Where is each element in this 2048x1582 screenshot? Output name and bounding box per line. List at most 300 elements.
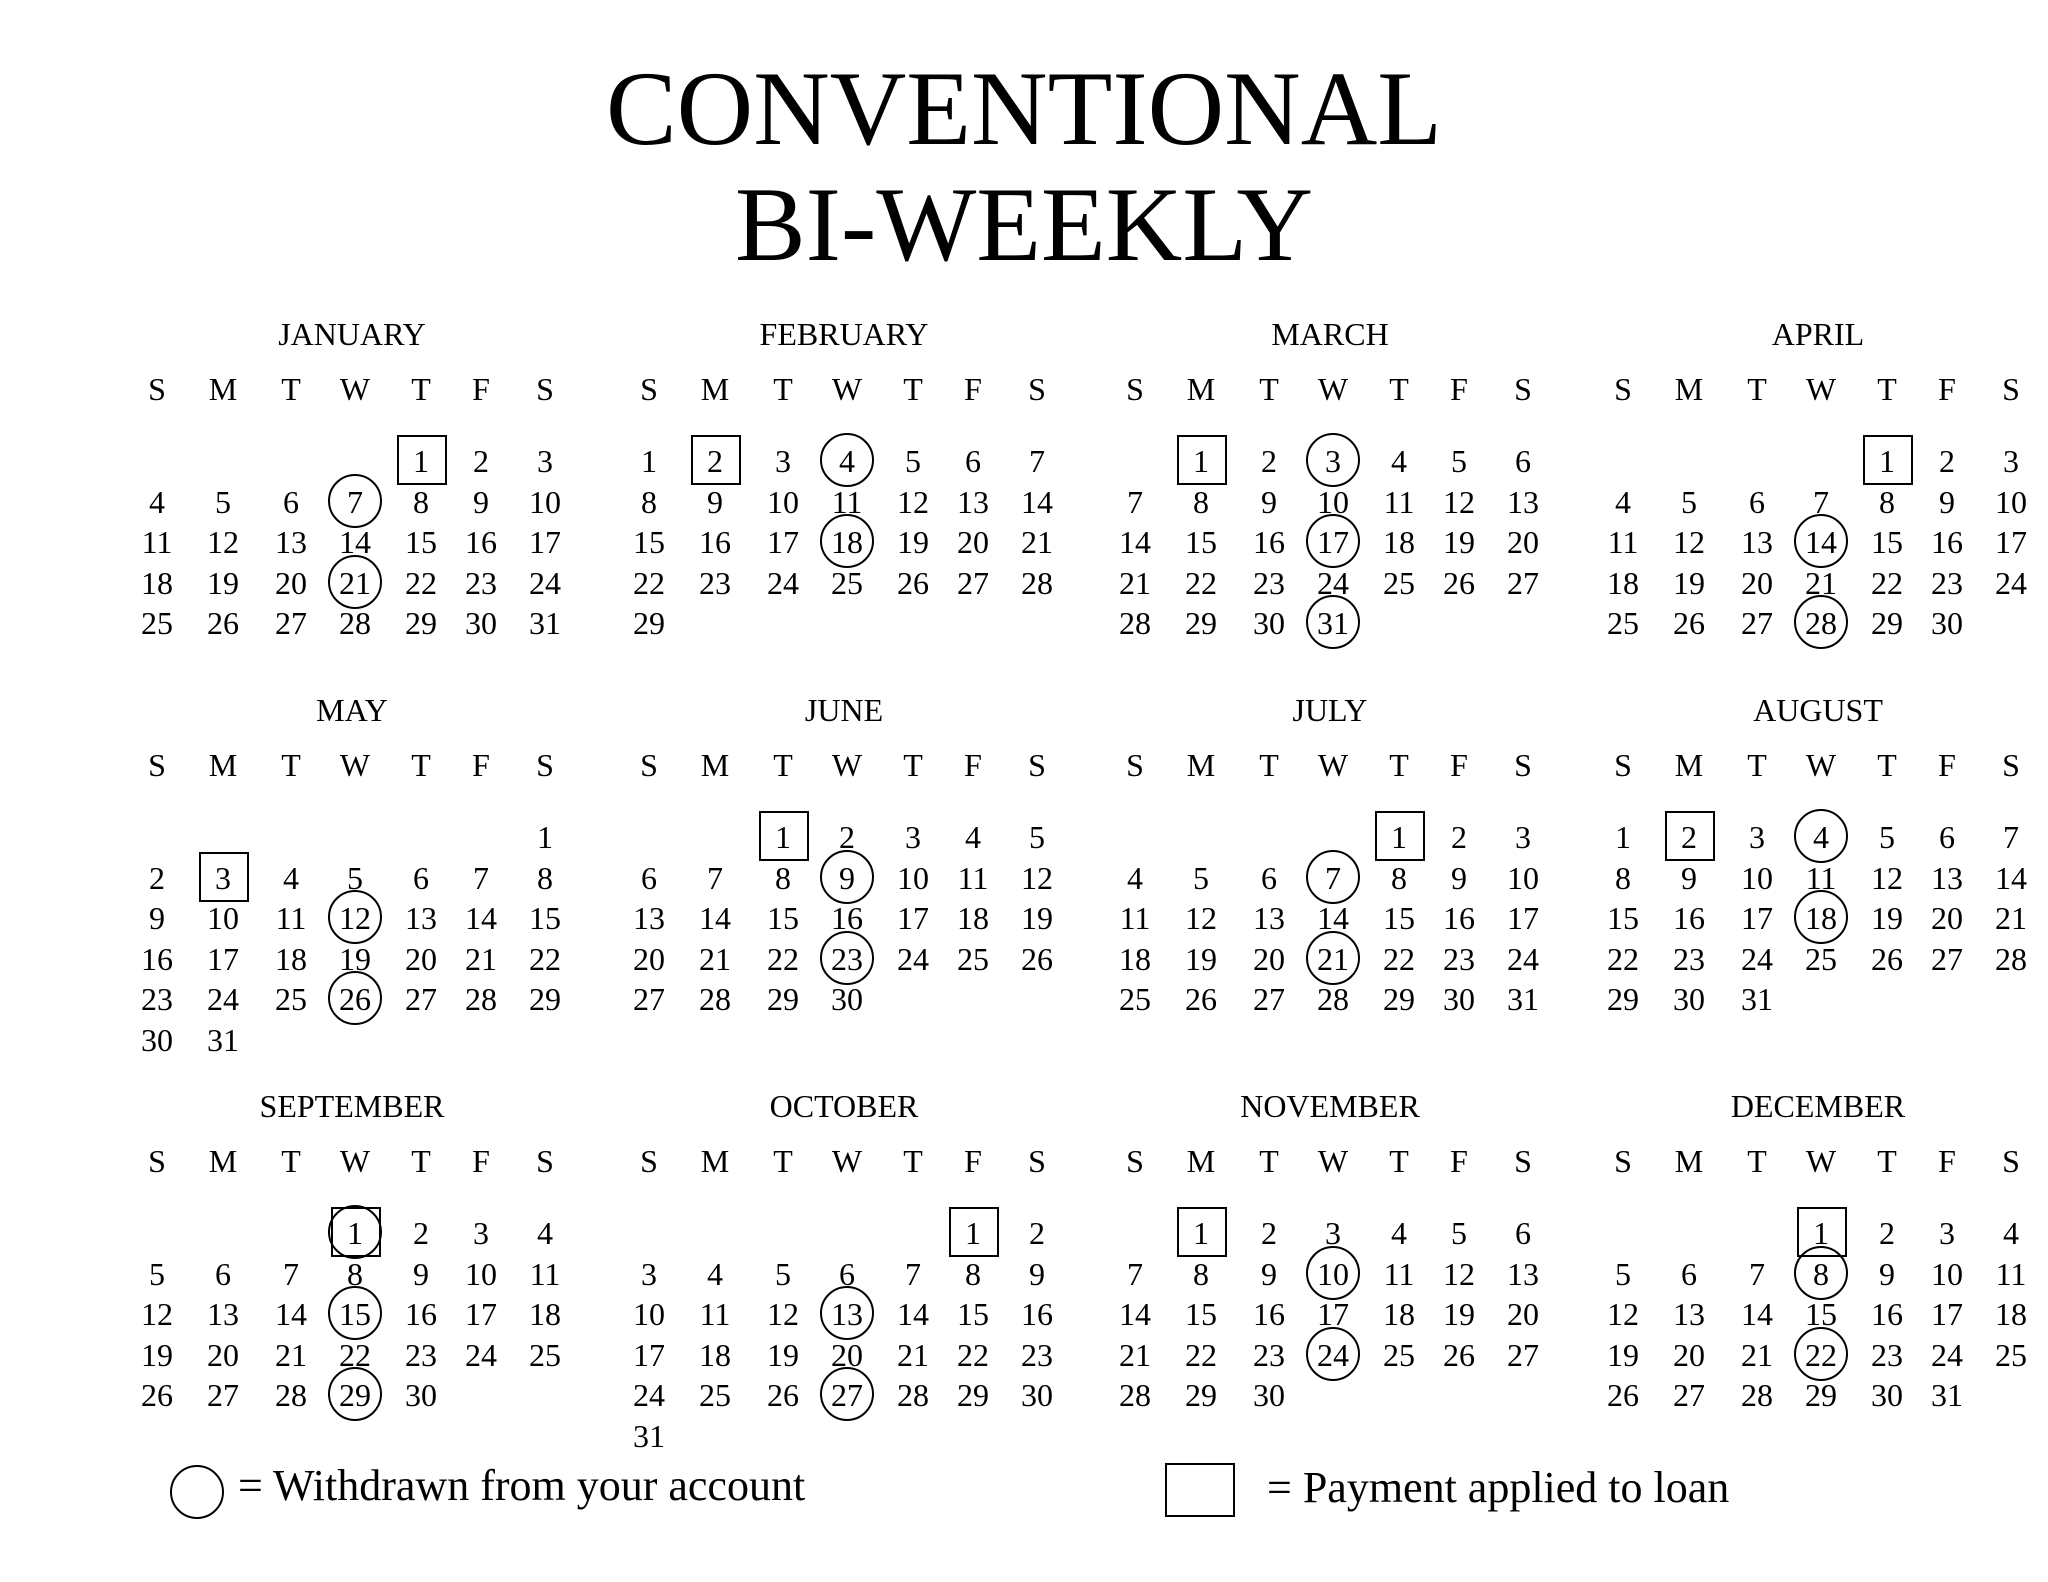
calendar-day: 16 bbox=[699, 524, 731, 560]
calendar-day: 19 bbox=[767, 1336, 799, 1373]
calendar-day: 28 bbox=[465, 981, 497, 1017]
calendar-day: 24 bbox=[529, 564, 561, 601]
weekday-header: S bbox=[1028, 1143, 1046, 1179]
calendar-day: 28 bbox=[897, 1377, 929, 1413]
calendar-day: 15 bbox=[1185, 1296, 1217, 1332]
calendar-day: 17 bbox=[1317, 1296, 1349, 1332]
weekday-header: W bbox=[1317, 747, 1349, 783]
calendar-day: 5 bbox=[149, 1255, 165, 1292]
calendar-day: 28 bbox=[1021, 564, 1053, 601]
calendar-day: 26 bbox=[1673, 605, 1705, 641]
calendar-day: 9 bbox=[413, 1255, 429, 1292]
calendar-day: 28 bbox=[1317, 981, 1349, 1017]
calendar-day: 29 bbox=[405, 605, 437, 641]
calendar-day: 18 bbox=[1805, 900, 1837, 936]
calendar-day: 23 bbox=[465, 564, 497, 601]
calendar-day: 12 bbox=[1185, 900, 1217, 936]
month-name: FEBRUARY bbox=[759, 316, 929, 352]
calendar-day: 2 bbox=[707, 443, 723, 479]
weekday-header: T bbox=[773, 1143, 793, 1179]
calendar-day: 27 bbox=[1507, 1336, 1539, 1373]
calendar-day: 27 bbox=[1253, 981, 1285, 1017]
calendar-day: 30 bbox=[1871, 1377, 1903, 1413]
calendar-day: 22 bbox=[1185, 1336, 1217, 1373]
calendar-day: 24 bbox=[1317, 1336, 1349, 1373]
weekday-header: T bbox=[1259, 371, 1279, 407]
calendar-day: 12 bbox=[1607, 1296, 1639, 1332]
calendar-day: 30 bbox=[465, 605, 497, 641]
calendar-day: 20 bbox=[207, 1336, 239, 1373]
calendar-day: 14 bbox=[1119, 1296, 1151, 1332]
weekday-header: F bbox=[964, 747, 982, 783]
calendar-day: 2 bbox=[1681, 819, 1697, 855]
calendar-day: 9 bbox=[839, 859, 855, 896]
calendar-day: 21 bbox=[1995, 900, 2027, 936]
calendar-day: 30 bbox=[1443, 981, 1475, 1017]
weekday-header: W bbox=[831, 371, 863, 407]
page-title-line-1: CONVENTIONAL bbox=[605, 50, 1443, 167]
calendar-day: 26 bbox=[1021, 940, 1053, 977]
calendar-day: 30 bbox=[141, 1021, 173, 1058]
weekday-header: T bbox=[1389, 747, 1409, 783]
weekday-header: W bbox=[1317, 1143, 1349, 1179]
calendar-day: 12 bbox=[897, 483, 929, 520]
calendar-day: 16 bbox=[1443, 900, 1475, 936]
calendar-day: 4 bbox=[537, 1215, 553, 1251]
calendar-day: 20 bbox=[405, 940, 437, 977]
weekday-header: M bbox=[208, 371, 238, 407]
calendar-day: 17 bbox=[633, 1336, 665, 1373]
calendar-day: 29 bbox=[957, 1377, 989, 1413]
calendar-day: 1 bbox=[1193, 443, 1209, 479]
calendar-day: 30 bbox=[405, 1377, 437, 1413]
calendar-day: 23 bbox=[141, 981, 173, 1017]
calendar-day: 21 bbox=[1741, 1336, 1773, 1373]
calendar-day: 6 bbox=[215, 1255, 231, 1292]
calendar-day: 10 bbox=[207, 900, 239, 936]
calendar-day: 8 bbox=[1879, 483, 1895, 520]
calendar-day: 22 bbox=[1805, 1336, 1837, 1373]
weekday-header: T bbox=[903, 371, 923, 407]
calendar-day: 16 bbox=[1673, 900, 1705, 936]
calendar-day: 16 bbox=[1253, 1296, 1285, 1332]
weekday-header: F bbox=[1450, 1143, 1468, 1179]
calendar-day: 2 bbox=[1029, 1215, 1045, 1251]
weekday-header: T bbox=[1259, 1143, 1279, 1179]
weekday-header: T bbox=[281, 371, 301, 407]
calendar-day: 16 bbox=[1021, 1296, 1053, 1332]
weekday-header: S bbox=[2002, 747, 2020, 783]
calendar-day: 25 bbox=[1119, 981, 1151, 1017]
calendar-day: 7 bbox=[1325, 859, 1341, 896]
calendar-day: 18 bbox=[529, 1296, 561, 1332]
calendar-day: 25 bbox=[1383, 564, 1415, 601]
calendar-day: 13 bbox=[957, 483, 989, 520]
calendar-day: 11 bbox=[1995, 1255, 2027, 1292]
calendar-day: 21 bbox=[699, 940, 731, 977]
calendar-day: 9 bbox=[1261, 483, 1277, 520]
calendar-day: 15 bbox=[633, 524, 665, 560]
weekday-header: W bbox=[339, 747, 371, 783]
calendar-day: 18 bbox=[275, 940, 307, 977]
calendar-day: 8 bbox=[413, 483, 429, 520]
calendar-day: 11 bbox=[141, 524, 173, 560]
calendar-day: 11 bbox=[1805, 859, 1837, 896]
calendar-day: 1 bbox=[1391, 819, 1407, 855]
calendar-day: 10 bbox=[633, 1296, 665, 1332]
weekday-header: S bbox=[1514, 371, 1532, 407]
calendar-day: 8 bbox=[347, 1255, 363, 1292]
withdrawn-legend-label: = Withdrawn from your account bbox=[238, 1461, 806, 1510]
calendar-day: 13 bbox=[207, 1296, 239, 1332]
calendar-day: 14 bbox=[1995, 859, 2027, 896]
calendar-day: 7 bbox=[2003, 819, 2019, 855]
calendar-day: 14 bbox=[465, 900, 497, 936]
weekday-header: W bbox=[1805, 371, 1837, 407]
calendar-day: 1 bbox=[537, 819, 553, 855]
month-name: NOVEMBER bbox=[1240, 1088, 1420, 1124]
calendar-day: 10 bbox=[529, 483, 561, 520]
calendar-day: 24 bbox=[1931, 1336, 1963, 1373]
calendar-day: 16 bbox=[1931, 524, 1963, 560]
calendar-day: 25 bbox=[1607, 605, 1639, 641]
calendar-day: 11 bbox=[699, 1296, 731, 1332]
calendar-day: 18 bbox=[1383, 524, 1415, 560]
calendar-day: 26 bbox=[1871, 940, 1903, 977]
calendar-day: 4 bbox=[2003, 1215, 2019, 1251]
calendar-day: 15 bbox=[957, 1296, 989, 1332]
weekday-header: S bbox=[536, 747, 554, 783]
month-name: JUNE bbox=[804, 692, 884, 728]
calendar-day: 2 bbox=[1261, 1215, 1277, 1251]
calendar-day: 31 bbox=[1741, 981, 1773, 1017]
calendar-day: 30 bbox=[831, 981, 863, 1017]
calendar-day: 5 bbox=[905, 443, 921, 479]
calendar-day: 19 bbox=[1607, 1336, 1639, 1373]
calendar-day: 23 bbox=[1443, 940, 1475, 977]
calendar-day: 3 bbox=[1749, 819, 1765, 855]
circle-legend-icon bbox=[170, 1465, 224, 1519]
calendar-day: 17 bbox=[1317, 524, 1349, 560]
calendar-day: 8 bbox=[1193, 1255, 1209, 1292]
calendar-day: 30 bbox=[1931, 605, 1963, 641]
calendar-day: 6 bbox=[1939, 819, 1955, 855]
calendar-day: 7 bbox=[347, 483, 363, 520]
calendar-day: 4 bbox=[1615, 483, 1631, 520]
calendar-day: 21 bbox=[339, 564, 371, 601]
calendar-day: 5 bbox=[1615, 1255, 1631, 1292]
calendar-day: 25 bbox=[699, 1377, 731, 1413]
calendar-day: 30 bbox=[1021, 1377, 1053, 1413]
calendar-day: 7 bbox=[1813, 483, 1829, 520]
calendar-day: 2 bbox=[1879, 1215, 1895, 1251]
calendar-day: 24 bbox=[465, 1336, 497, 1373]
calendar-day: 6 bbox=[641, 859, 657, 896]
calendar-day: 22 bbox=[1383, 940, 1415, 977]
calendar-day: 16 bbox=[465, 524, 497, 560]
calendar-day: 15 bbox=[1805, 1296, 1837, 1332]
calendar-day: 22 bbox=[405, 564, 437, 601]
calendar-day: 1 bbox=[1193, 1215, 1209, 1251]
calendar-day: 4 bbox=[1127, 859, 1143, 896]
calendar-day: 7 bbox=[1029, 443, 1045, 479]
weekday-header: M bbox=[700, 1143, 730, 1179]
calendar-day: 14 bbox=[699, 900, 731, 936]
calendar-day: 22 bbox=[633, 564, 665, 601]
calendar-day: 4 bbox=[707, 1255, 723, 1292]
calendar-day: 30 bbox=[1253, 605, 1285, 641]
weekday-header: F bbox=[1938, 371, 1956, 407]
calendar-day: 3 bbox=[215, 859, 231, 896]
weekday-header: S bbox=[1126, 371, 1144, 407]
weekday-header: F bbox=[1938, 747, 1956, 783]
calendar-day: 3 bbox=[1325, 443, 1341, 479]
calendar-day: 5 bbox=[347, 859, 363, 896]
calendar-day: 26 bbox=[1607, 1377, 1639, 1413]
calendar-day: 24 bbox=[207, 981, 239, 1017]
calendar-day: 3 bbox=[1325, 1215, 1341, 1251]
calendar-day: 10 bbox=[767, 483, 799, 520]
calendar-day: 17 bbox=[767, 524, 799, 560]
calendar-day: 10 bbox=[1931, 1255, 1963, 1292]
weekday-header: W bbox=[1805, 1143, 1837, 1179]
weekday-header: S bbox=[2002, 1143, 2020, 1179]
weekday-header: M bbox=[1674, 371, 1704, 407]
calendar-day: 9 bbox=[149, 900, 165, 936]
calendar-day: 1 bbox=[1615, 819, 1631, 855]
calendar-day: 7 bbox=[1749, 1255, 1765, 1292]
weekday-header: M bbox=[700, 747, 730, 783]
weekday-header: S bbox=[1126, 1143, 1144, 1179]
calendar-day: 31 bbox=[633, 1417, 665, 1454]
calendar-day: 19 bbox=[1443, 524, 1475, 560]
calendar-day: 13 bbox=[405, 900, 437, 936]
weekday-header: F bbox=[1450, 371, 1468, 407]
weekday-header: F bbox=[1450, 747, 1468, 783]
weekday-header: T bbox=[903, 1143, 923, 1179]
calendar-day: 28 bbox=[1119, 1377, 1151, 1413]
calendar-day: 2 bbox=[473, 443, 489, 479]
calendar-day: 8 bbox=[1615, 859, 1631, 896]
calendar-day: 17 bbox=[465, 1296, 497, 1332]
calendar-day: 3 bbox=[537, 443, 553, 479]
weekday-header: F bbox=[1938, 1143, 1956, 1179]
weekday-header: T bbox=[1877, 371, 1897, 407]
weekday-header: M bbox=[1186, 371, 1216, 407]
weekday-header: S bbox=[1028, 371, 1046, 407]
calendar-day: 13 bbox=[633, 900, 665, 936]
calendar-day: 12 bbox=[767, 1296, 799, 1332]
calendar-day: 19 bbox=[1673, 564, 1705, 601]
calendar-day: 18 bbox=[1119, 940, 1151, 977]
calendar-day: 20 bbox=[633, 940, 665, 977]
calendar-day: 1 bbox=[775, 819, 791, 855]
weekday-header: F bbox=[964, 1143, 982, 1179]
calendar-day: 30 bbox=[1673, 981, 1705, 1017]
calendar-day: 20 bbox=[957, 524, 989, 560]
calendar-day: 31 bbox=[1507, 981, 1539, 1017]
calendar-day: 11 bbox=[1119, 900, 1151, 936]
calendar-day: 12 bbox=[141, 1296, 173, 1332]
calendar-day: 26 bbox=[897, 564, 929, 601]
calendar-day: 21 bbox=[1119, 564, 1151, 601]
calendar-day: 5 bbox=[1879, 819, 1895, 855]
calendar-day: 9 bbox=[473, 483, 489, 520]
calendar-day: 23 bbox=[1673, 940, 1705, 977]
calendar-day: 13 bbox=[1507, 1255, 1539, 1292]
weekday-header: W bbox=[1805, 747, 1837, 783]
calendar-day: 15 bbox=[339, 1296, 371, 1332]
calendar-day: 21 bbox=[1021, 524, 1053, 560]
calendar-day: 27 bbox=[1673, 1377, 1705, 1413]
calendar-day: 28 bbox=[1741, 1377, 1773, 1413]
calendar-day: 16 bbox=[831, 900, 863, 936]
calendar-day: 14 bbox=[339, 524, 371, 560]
calendar-day: 26 bbox=[207, 605, 239, 641]
month-name: DECEMBER bbox=[1730, 1088, 1906, 1124]
calendar-day: 11 bbox=[1607, 524, 1639, 560]
calendar-day: 29 bbox=[529, 981, 561, 1017]
calendar-day: 10 bbox=[1317, 1255, 1349, 1292]
calendar-day: 2 bbox=[1261, 443, 1277, 479]
calendar-day: 27 bbox=[207, 1377, 239, 1413]
calendar-day: 24 bbox=[897, 940, 929, 977]
weekday-header: F bbox=[964, 371, 982, 407]
calendar-day: 7 bbox=[1127, 483, 1143, 520]
calendar-day: 27 bbox=[275, 605, 307, 641]
calendar-day: 11 bbox=[1383, 483, 1415, 520]
calendar-day: 4 bbox=[283, 859, 299, 896]
calendar-day: 11 bbox=[1383, 1255, 1415, 1292]
calendar-day: 23 bbox=[1931, 564, 1963, 601]
calendar-day: 19 bbox=[1185, 940, 1217, 977]
calendar-day: 5 bbox=[775, 1255, 791, 1292]
calendar-day: 29 bbox=[1871, 605, 1903, 641]
calendar-day: 25 bbox=[1383, 1336, 1415, 1373]
calendar-day: 6 bbox=[1515, 1215, 1531, 1251]
month-name: OCTOBER bbox=[769, 1088, 919, 1124]
calendar-day: 14 bbox=[1805, 524, 1837, 560]
weekday-header: W bbox=[1317, 371, 1349, 407]
calendar-day: 1 bbox=[1813, 1215, 1829, 1251]
calendar-day: 21 bbox=[1317, 940, 1349, 977]
calendar-day: 1 bbox=[347, 1215, 363, 1251]
calendar-day: 3 bbox=[641, 1255, 657, 1292]
calendar-day: 10 bbox=[1317, 483, 1349, 520]
calendar-day: 4 bbox=[839, 443, 855, 479]
calendar-day: 15 bbox=[405, 524, 437, 560]
calendar-day: 8 bbox=[1391, 859, 1407, 896]
weekday-header: T bbox=[1877, 1143, 1897, 1179]
calendar-day: 12 bbox=[207, 524, 239, 560]
weekday-header: S bbox=[148, 1143, 166, 1179]
calendar-day: 19 bbox=[1871, 900, 1903, 936]
calendar-day: 20 bbox=[275, 564, 307, 601]
month-name: AUGUST bbox=[1753, 692, 1883, 728]
calendar-day: 8 bbox=[965, 1255, 981, 1292]
calendar-day: 7 bbox=[707, 859, 723, 896]
calendar-day: 10 bbox=[1741, 859, 1773, 896]
weekday-header: F bbox=[472, 371, 490, 407]
calendar-day: 13 bbox=[1253, 900, 1285, 936]
calendar-day: 31 bbox=[1931, 1377, 1963, 1413]
calendar-day: 5 bbox=[1451, 443, 1467, 479]
calendar-day: 9 bbox=[1879, 1255, 1895, 1292]
weekday-header: M bbox=[208, 747, 238, 783]
calendar-day: 20 bbox=[1931, 900, 1963, 936]
weekday-header: T bbox=[903, 747, 923, 783]
calendar-day: 15 bbox=[529, 900, 561, 936]
calendar-day: 25 bbox=[1995, 1336, 2027, 1373]
calendar-day: 27 bbox=[633, 981, 665, 1017]
calendar-day: 24 bbox=[1741, 940, 1773, 977]
month-name: MARCH bbox=[1271, 316, 1389, 352]
weekday-header: T bbox=[411, 371, 431, 407]
calendar-day: 5 bbox=[1451, 1215, 1467, 1251]
calendar-day: 31 bbox=[529, 605, 561, 641]
calendar-day: 10 bbox=[1507, 859, 1539, 896]
calendar-day: 26 bbox=[141, 1377, 173, 1413]
weekday-header: S bbox=[1028, 747, 1046, 783]
calendar-day: 15 bbox=[767, 900, 799, 936]
calendar-day: 25 bbox=[275, 981, 307, 1017]
calendar-day: 17 bbox=[1741, 900, 1773, 936]
weekday-header: T bbox=[1259, 747, 1279, 783]
calendar-day: 6 bbox=[1749, 483, 1765, 520]
calendar-day: 6 bbox=[1681, 1255, 1697, 1292]
calendar-day: 3 bbox=[1939, 1215, 1955, 1251]
weekday-header: S bbox=[1514, 1143, 1532, 1179]
calendar-day: 12 bbox=[1673, 524, 1705, 560]
calendar-day: 21 bbox=[1119, 1336, 1151, 1373]
calendar-day: 24 bbox=[1317, 564, 1349, 601]
month-name: MAY bbox=[316, 692, 388, 728]
calendar-day: 29 bbox=[1607, 981, 1639, 1017]
calendar-day: 2 bbox=[839, 819, 855, 855]
calendar-day: 12 bbox=[1871, 859, 1903, 896]
weekday-header: T bbox=[1747, 1143, 1767, 1179]
calendar-day: 27 bbox=[1931, 940, 1963, 977]
calendar-day: 31 bbox=[207, 1021, 239, 1058]
calendar-day: 9 bbox=[707, 483, 723, 520]
calendar-day: 19 bbox=[1021, 900, 1053, 936]
calendar-day: 18 bbox=[957, 900, 989, 936]
calendar-day: 9 bbox=[1681, 859, 1697, 896]
weekday-header: S bbox=[640, 1143, 658, 1179]
weekday-header: T bbox=[1877, 747, 1897, 783]
weekday-header: S bbox=[148, 371, 166, 407]
calendar-day: 10 bbox=[465, 1255, 497, 1292]
calendar-day: 29 bbox=[633, 605, 665, 641]
calendar-day: 18 bbox=[699, 1336, 731, 1373]
calendar-day: 7 bbox=[283, 1255, 299, 1292]
calendar-day: 24 bbox=[1507, 940, 1539, 977]
weekday-header: S bbox=[640, 371, 658, 407]
month-name: APRIL bbox=[1771, 316, 1865, 352]
calendar-day: 28 bbox=[699, 981, 731, 1017]
weekday-header: T bbox=[1389, 1143, 1409, 1179]
calendar-day: 16 bbox=[405, 1296, 437, 1332]
calendar-day: 24 bbox=[1995, 564, 2027, 601]
calendar-day: 31 bbox=[1317, 605, 1349, 641]
weekday-header: T bbox=[1747, 747, 1767, 783]
weekday-header: M bbox=[1186, 1143, 1216, 1179]
month-name: JULY bbox=[1292, 692, 1368, 728]
calendar-day: 26 bbox=[339, 981, 371, 1017]
calendar-day: 3 bbox=[473, 1215, 489, 1251]
calendar-day: 22 bbox=[957, 1336, 989, 1373]
calendar-day: 14 bbox=[1741, 1296, 1773, 1332]
